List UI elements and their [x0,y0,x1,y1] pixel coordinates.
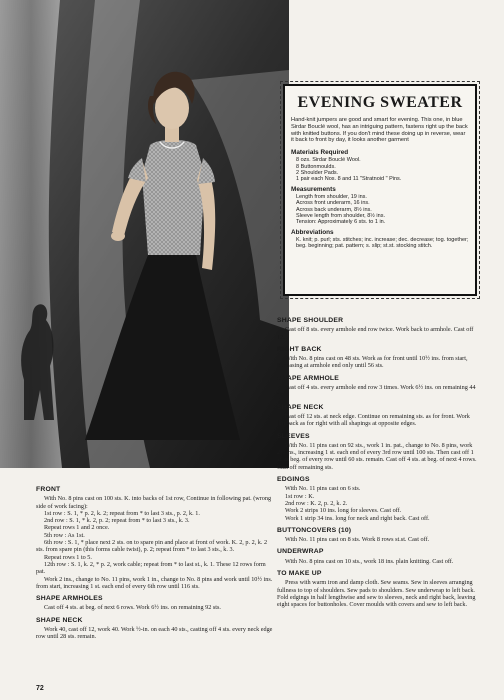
list-item: Across back underarm, 8½ ins. [296,206,372,213]
section-heading: SHAPE ARMHOLE [277,374,340,382]
instruction-paragraph: With No. 11 pins cast on 92 sts., work 1 in. pat., change to No. 8 pins, work 2½ ins., increasing 1 st. each end of every 3rd row until 100 sts. Then cast off 1 st. at beg. of every row until 60 sts. remain. Cast off 4 sts. at beg. of next 4 rows. Cast off remaining sts. [277,441,477,471]
instruction-paragraph: 12th row : S. 1, k. 2, * p. 2, work cable; repeat from * to last st., k. 1. These 12 rows form pat. [36,560,266,576]
section-heading: RIGHT BACK [277,345,322,353]
pattern-title: EVENING SWEATER [297,94,463,111]
instruction-paragraph: With No. 8 pins cast on 10 sts., work 18 ins. plain knitting. Cast off. [285,557,454,565]
instruction-paragraph: 6th row : S. 1, * place next 2 sts. on to spare pin and place at front of work. K. 2, p. 2, k. 2 sts. from spare pin (this forms cable twist), p. 2; repeat from * to last 3 sts., k. 3. [36,539,268,554]
instruction-paragraph: With No. 8 pins cast on 100 sts. K. into backs of 1st row, Continue in following pat. (wrong side of work facing): [36,495,272,510]
section-heading: SHAPE ARMHOLES [36,595,103,603]
instruction-paragraph: Cast off 4 sts. every armhole end row 3 times. Work 6½ ins. on remaining 44 sts. [277,384,476,399]
list-item: Length from shoulder, 19 ins. [296,193,367,200]
materials-list [296,157,469,183]
section-heading: FRONT [36,486,61,493]
section-heading: SHAPE NECK [36,616,83,624]
section-heading: UNDERWRAP [277,548,324,556]
instruction-paragraph: With No. 8 pins cast on 48 sts. Work as for front until 10½ ins. from start, increasing at armhole end only until 56 sts. [277,355,468,370]
instruction-paragraph: 2nd row : K. 2, p. 2, k. 2. [285,499,348,507]
section-heading: SLEEVES [277,432,310,440]
left-instructions [36,481,276,641]
instruction-paragraph: Work 2 ins., change to No. 11 pins, work 1 in., change to No. 8 pins and work until 10½ ins. from start, increasing 1 st. each end of every 6th row until 116 sts. [36,575,273,590]
intro-text: Hand-knit jumpers are good and smart for evening. This one, in blue Sirdar Bouclé wool, has an intriguing pattern, fastens right up the back with knitted buttons. If you don't mind these doing up in reverse, wear it back to front by day, it looks another garment [291,117,468,144]
section-heading: EDGINGS [277,476,310,484]
pattern-info-box [283,84,477,296]
list-item: 2 Shoulder Pads. [296,170,339,176]
list-item: 1 pair each Nos. 8 and 11 "Stratnoid " Pins. [296,176,402,183]
fashion-photo [0,0,289,468]
right-instructions [277,312,479,609]
materials-heading: Materials Required [291,149,349,157]
list-item: Sleeve length from shoulder, 8½ ins. [296,213,385,220]
instruction-paragraph: Work 2 strips 10 ins. long for sleeves. Cast off. [285,507,402,515]
woman-in-sweater-illustration [0,0,289,468]
instruction-paragraph: Work 1 strip 34 ins. long for neck and right back. Cast off. [285,514,430,522]
instruction-paragraph: 1st row : K. [285,492,315,500]
instruction-paragraph: 1st row : S. 1, * p. 2, k. 2; repeat from * to last 3 sts., p. 2, k. 1. [44,509,200,517]
instruction-paragraph: Repeat rows 1 and 2 once. [44,524,110,532]
abbreviations-text: K. knit; p. purl; sts. stitches; inc. increase; dec. decrease; tog. together; beg. beginning; pat. pattern; s. slip; st.st. stocking stitch. [296,236,469,250]
section-heading: SHAPE SHOULDER [277,317,344,324]
page-number: 72 [36,685,44,692]
instruction-paragraph: With No. 11 pins cast on 8 sts. Work 8 rows st.st. Cast off. [285,536,430,544]
instruction-paragraph: Cast off 4 sts. at beg. of next 6 rows. Work 6½ ins. on remaining 92 sts. [44,604,221,612]
instruction-paragraph: Cast off 12 sts. at neck edge. Continue on remaining sts. as for front. Work left back as for right with all shapings at opposite edges. [277,412,470,428]
instruction-paragraph: With No. 11 pins cast on 6 sts. [285,485,361,493]
abbreviations-heading: Abbreviations [291,228,334,236]
measurements-heading: Measurements [291,185,336,193]
instruction-paragraph: Repeat rows 1 to 5. [44,553,92,561]
list-item: 8 Buttonmoulds. [296,163,336,170]
instruction-paragraph: 2nd row : S. 1, * k. 2, p. 2; repeat from * to last 3 sts., k. 3. [44,517,190,525]
instruction-paragraph: Work 40, cast off 12, work 40. Work ½-in. on each 40 sts., casting off 4 sts. every neck edge row until 28 sts. remain. [36,626,273,641]
instruction-paragraph: 5th row : As 1st. [44,531,85,539]
instruction-paragraph: Cast off 8 sts. every armhole end row twice. Work back to armhole. Cast off 12. [277,326,474,341]
section-heading: TO MAKE UP [277,570,322,578]
list-item: 8 ozs. Sirdar Bouclé Wool. [296,157,361,164]
list-item: Across front underarm, 16 ins. [296,200,370,207]
section-heading: SHAPE NECK [277,403,324,411]
section-heading: BUTTONCOVERS (10) [277,526,352,534]
instruction-paragraph: Press with warm iron and damp cloth. Sew seams. Sew in sleeves arranging fullness to top of shoulders. Sew pads to shoulders. Sew underwrap to left back. Fold edgings in half lengthwise and sew to sleeves, neck and right back, leaving eight spaces for buttonholes. Cover moulds with covers and sew to left back. [277,579,476,609]
list-item: Tension: Approximately 6 sts. to 1 in. [296,219,386,226]
measurements-list [296,194,469,226]
